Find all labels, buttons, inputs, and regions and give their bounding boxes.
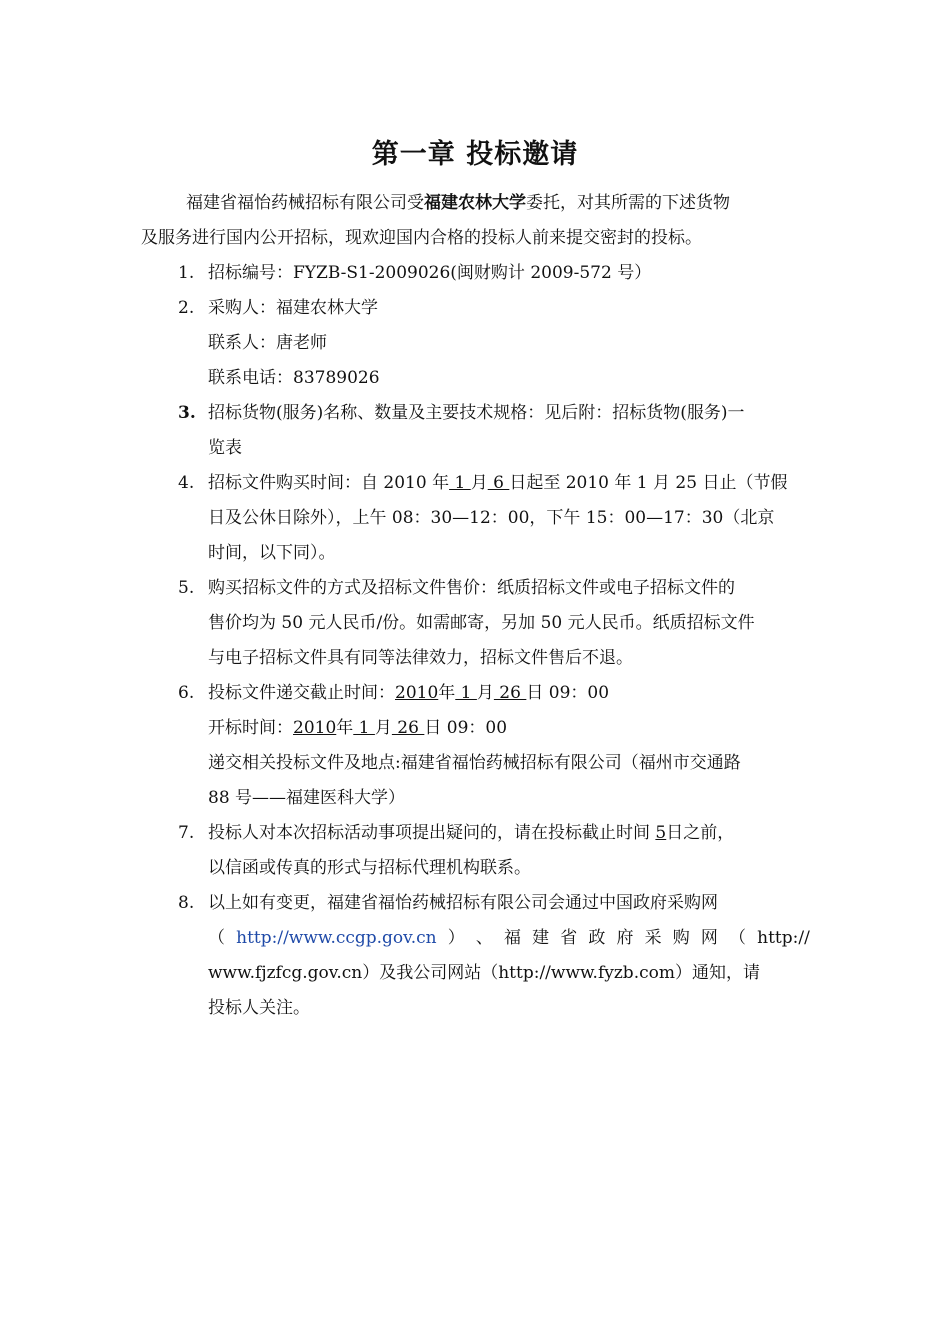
item-number: 4. bbox=[178, 473, 195, 493]
item-1-text: 招标编号：FYZB-S1-2009026(闽财购计 2009-572 号） bbox=[208, 263, 652, 283]
item-number: 5. bbox=[178, 578, 195, 598]
item-7-line-2: 以信函或传真的形式与招标代理机构联系。 bbox=[208, 858, 531, 878]
item-number: 6. bbox=[178, 683, 195, 703]
item-4-line-1 bbox=[208, 466, 787, 501]
month-value: 1 bbox=[455, 683, 477, 703]
day-value: 26 bbox=[493, 683, 527, 703]
item-number: 8. bbox=[178, 893, 195, 913]
text: 投标人对本次招标活动事项提出疑问的，请在投标截止时间 bbox=[208, 823, 656, 843]
item-5-line-2: 售价均为 50 元人民币/份。如需邮寄，另加 50 元人民币。纸质招标文件 bbox=[208, 613, 755, 633]
text: （ bbox=[208, 928, 225, 948]
deadline-line bbox=[208, 676, 609, 711]
days-value: 5 bbox=[655, 823, 667, 843]
text: 、 bbox=[475, 928, 493, 948]
intro-text: 福建省福怡药械招标有限公司受 bbox=[186, 193, 424, 213]
item-number: 1. bbox=[178, 263, 195, 283]
text: 采 bbox=[644, 928, 662, 948]
text: 月 bbox=[374, 718, 392, 738]
item-number: 3. bbox=[178, 403, 196, 423]
text: 日 09：00 bbox=[526, 683, 610, 703]
day-value: 6 bbox=[487, 473, 510, 493]
place-line-1: 递交相关投标文件及地点:福建省福怡药械招标有限公司（福州市交通路 bbox=[208, 753, 741, 773]
item-7-line-1 bbox=[208, 816, 734, 851]
text: 招标文件购买时间：自 2010 年 bbox=[208, 473, 450, 493]
text: 投标文件递交截止时间： bbox=[208, 683, 395, 703]
item-4-line-2: 日及公休日除外），上午 08：30—12：00，下午 15：00—17：30（北京 bbox=[208, 508, 775, 528]
item-number: 7. bbox=[178, 823, 195, 843]
opening-line bbox=[208, 711, 507, 746]
text: 日之前， bbox=[666, 823, 735, 843]
text: 日起至 2010 年 1 月 25 日止（节假 bbox=[509, 473, 788, 493]
year-value: 2010 bbox=[293, 718, 337, 738]
text: 月 bbox=[470, 473, 488, 493]
item-8-line-1: 以上如有变更，福建省福怡药械招标有限公司会通过中国政府采购网 bbox=[208, 893, 718, 913]
item-8-line-2 bbox=[208, 921, 810, 956]
year-value: 2010 bbox=[395, 683, 439, 703]
item-5-line-3: 与电子招标文件具有同等法律效力，招标文件售后不退。 bbox=[208, 648, 633, 668]
intro-line-1 bbox=[186, 186, 730, 221]
text: 府 bbox=[616, 928, 634, 948]
text: 月 bbox=[476, 683, 494, 703]
text: 购 bbox=[672, 928, 690, 948]
place-line-2: 88 号——福建医科大学） bbox=[208, 788, 406, 808]
text: ） bbox=[447, 928, 465, 948]
chapter-title: 第一章 投标邀请 bbox=[371, 139, 579, 170]
text: 省 bbox=[560, 928, 578, 948]
text: 福 bbox=[504, 928, 522, 948]
contact-line: 联系人：唐老师 bbox=[208, 333, 327, 353]
item-8-line-4: 投标人关注。 bbox=[208, 998, 310, 1018]
text: 日 09：00 bbox=[424, 718, 508, 738]
ccgp-link[interactable]: http://www.ccgp.gov.cn bbox=[236, 928, 437, 948]
text: 网 bbox=[700, 928, 718, 948]
text: 年 bbox=[336, 718, 354, 738]
text: 建 bbox=[532, 928, 550, 948]
month-value: 1 bbox=[353, 718, 375, 738]
item-number: 2. bbox=[178, 298, 195, 318]
day-value: 26 bbox=[391, 718, 425, 738]
item-5-line-1: 购买招标文件的方式及招标文件售价：纸质招标文件或电子招标文件的 bbox=[208, 578, 735, 598]
item-8-line-3: www.fjzfcg.gov.cn）及我公司网站（http://www.fyzb.com）通知，请 bbox=[208, 963, 760, 983]
intro-line-2: 及服务进行国内公开招标，现欢迎国内合格的投标人前来提交密封的投标。 bbox=[141, 228, 702, 248]
intro-text: 委托，对其所需的下述货物 bbox=[526, 193, 730, 213]
month-value: 1 bbox=[449, 473, 471, 493]
item-4-line-3: 时间，以下同）。 bbox=[208, 543, 336, 563]
purchaser-line: 采购人：福建农林大学 bbox=[208, 298, 378, 318]
text: http:// bbox=[757, 928, 810, 948]
text: 开标时间： bbox=[208, 718, 293, 738]
purchaser-name: 福建农林大学 bbox=[424, 193, 526, 213]
text: 年 bbox=[438, 683, 456, 703]
item-3-line-2: 览表 bbox=[208, 438, 242, 458]
text: 政 bbox=[588, 928, 606, 948]
item-3-line-1: 招标货物(服务)名称、数量及主要技术规格：见后附：招标货物(服务)一 bbox=[208, 403, 745, 423]
text: （ bbox=[729, 928, 747, 948]
phone-line: 联系电话：83789026 bbox=[208, 368, 380, 388]
